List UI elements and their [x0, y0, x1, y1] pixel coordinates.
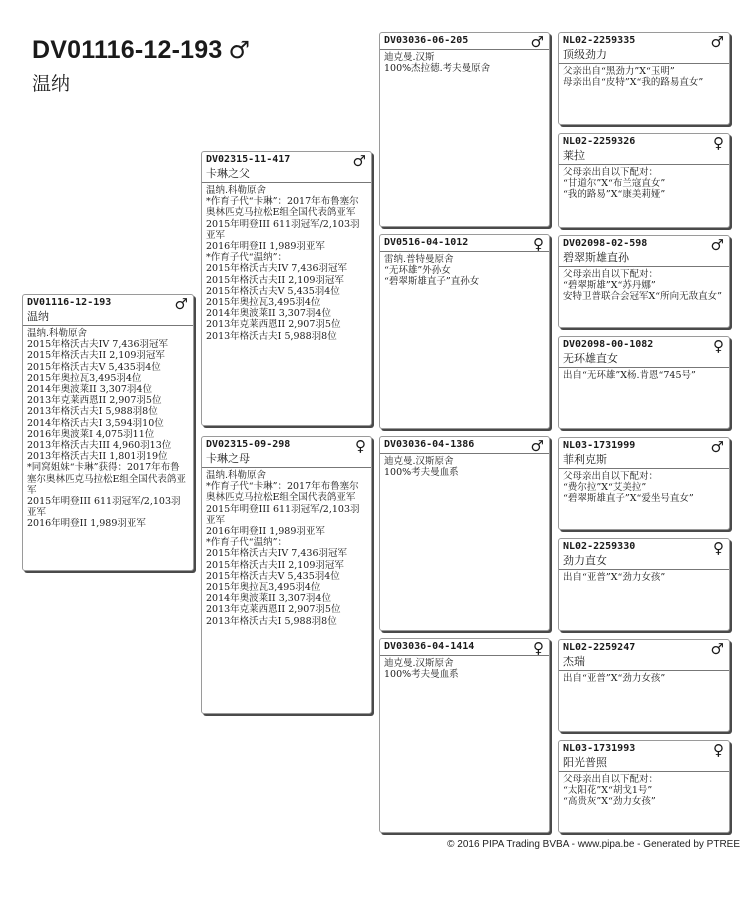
note-line: 出自“亚普”X“劲力女孩” — [563, 572, 666, 583]
pigeon-card-dam-dam — [379, 638, 550, 833]
male-symbol-icon: ♂ — [710, 438, 724, 456]
note-line: 2015年明登III 611羽冠军/2,103羽亚军 — [27, 496, 181, 519]
note-line: “碧翠斯雄直子”X“爱坐号直女” — [563, 493, 694, 505]
ring-number: DV0516-04-1012 — [384, 237, 469, 248]
pigeon-notes — [559, 570, 729, 585]
card-header — [559, 741, 729, 772]
note-line: “碧翠斯雄直子”直孙女 — [384, 276, 480, 288]
card-header — [380, 437, 549, 454]
note-line: 2013年格沃古夫II 1,801羽19位 — [27, 451, 168, 463]
note-line: 雷纳.普特曼原舍 — [384, 254, 454, 265]
pigeon-card-ddd — [558, 740, 730, 833]
note-line: 迪克曼.汉斯原舍 — [384, 658, 454, 669]
ring-number: DV03036-04-1386 — [384, 439, 475, 450]
male-symbol-icon: ♂ — [710, 236, 724, 254]
pigeon-name: 卡琳之母 — [206, 452, 250, 465]
note-line: 2013年格沃古夫III 4,960羽13位 — [27, 440, 172, 452]
pigeon-name: 菲利克斯 — [563, 453, 607, 466]
note-line: 2015年格沃古夫V 5,435羽4位 — [206, 285, 340, 297]
female-symbol-icon: ♀ — [533, 235, 544, 253]
note-line: 2015年格沃古夫II 2,109羽冠军 — [27, 350, 165, 362]
note-line: 2016年明登II 1,989羽亚军 — [27, 518, 146, 530]
ring-number: DV02098-00-1082 — [563, 339, 654, 350]
note-line: 2015年奥拉瓦3,495羽4位 — [206, 297, 321, 309]
pigeon-card-dam — [201, 436, 372, 714]
pigeon-card-ssd — [558, 133, 730, 228]
note-line: 100%考夫曼血系 — [384, 467, 459, 479]
note-line: 2015年格沃古夫II 2,109羽冠军 — [206, 559, 344, 571]
ring-number: NL03-1731993 — [563, 743, 636, 754]
pigeon-card-sire — [201, 151, 372, 426]
note-line: *作育子代“卡琳”：2017年布鲁塞尔奥林匹克马拉松E组全国代表鸽亚军 — [206, 481, 359, 504]
female-symbol-icon: ♀ — [713, 741, 724, 759]
note-line: 2013年克莱西恩II 2,907羽5位 — [206, 604, 341, 616]
note-line: 父母亲出自以下配对： — [563, 471, 659, 482]
male-symbol-icon: ♂ — [710, 33, 724, 51]
note-line: “碧翠斯雄”X“苏丹娜” — [563, 280, 656, 292]
note-line: *作育子代“温纳”： — [206, 252, 287, 264]
pigeon-notes — [202, 183, 371, 344]
card-header — [380, 639, 549, 656]
pigeon-notes — [559, 368, 729, 383]
note-line: 2015年格沃古夫V 5,435羽4位 — [27, 361, 161, 373]
note-line: 100%考夫曼血系 — [384, 669, 459, 681]
note-line: 2015年格沃古夫IV 7,436羽冠军 — [27, 339, 169, 351]
pigeon-notes — [559, 469, 729, 507]
note-line: 温纳.科勒原舍 — [206, 470, 267, 481]
note-line: 2015年明登III 611羽冠军/2,103羽亚军 — [206, 218, 360, 241]
pigeon-name: 劲力直女 — [563, 554, 607, 567]
ring-number: NL02-2259335 — [563, 35, 636, 46]
card-header — [559, 337, 729, 368]
footer-credit: © 2016 PIPA Trading BVBA - www.pipa.be - Generated by PTREE — [447, 839, 740, 850]
note-line: 父亲出自“黑劲力”X“玉明” — [563, 66, 675, 77]
note-line: 父母亲出自以下配对： — [563, 167, 659, 178]
pigeon-card-dds — [558, 639, 730, 732]
note-line: 2015年格沃古夫IV 7,436羽冠军 — [206, 263, 348, 275]
pigeon-card-dam-sire — [379, 436, 550, 631]
note-line: “无环雄”外孙女 — [384, 265, 451, 277]
note-line: 温纳.科勒原舍 — [206, 185, 267, 196]
ring-number: NL02-2259330 — [563, 541, 636, 552]
note-line: 2013年克莱西恩II 2,907羽5位 — [206, 319, 341, 331]
pigeon-name: 碧翠斯雄直孙 — [563, 251, 629, 264]
note-line: 迪克曼.汉斯原舍 — [384, 456, 454, 467]
pigeon-notes — [23, 326, 193, 532]
subject-title — [32, 36, 250, 65]
ring-number: NL02-2259247 — [563, 642, 636, 653]
note-line: “太阳花”X“胡戈1号” — [563, 785, 653, 797]
note-line: 2015年格沃古夫IV 7,436羽冠军 — [206, 548, 348, 560]
pigeon-notes — [559, 267, 729, 305]
ring-number: DV03036-04-1414 — [384, 641, 475, 652]
card-header — [559, 33, 729, 64]
card-header — [559, 236, 729, 267]
pigeon-card-subject — [22, 294, 194, 571]
female-symbol-icon: ♀ — [355, 437, 366, 455]
pedigree-header — [32, 36, 250, 96]
pigeon-name: 无环雄直女 — [563, 352, 618, 365]
pigeon-notes — [380, 50, 549, 76]
note-line: “高贵灰”X“劲力女孩” — [563, 796, 656, 808]
note-line: 出自“无环雄”X杨.肯恩“745号” — [563, 370, 696, 381]
pigeon-card-sire-dam — [379, 234, 550, 429]
female-symbol-icon: ♀ — [713, 134, 724, 152]
female-symbol-icon: ♀ — [713, 539, 724, 557]
note-line: 迪克曼.汉斯 — [384, 52, 435, 63]
ring-number: DV02315-09-298 — [206, 439, 291, 450]
note-line: “甘道尔”X“布兰寇直女” — [563, 178, 666, 190]
card-header — [380, 33, 549, 50]
note-line: 2016年奥波莱I 4,075羽11位 — [27, 428, 155, 440]
pigeon-notes — [559, 772, 729, 810]
note-line: *作育子代“卡琳”：2017年布鲁塞尔奥林匹克马拉松E组全国代表鸽亚军 — [206, 196, 359, 219]
male-symbol-icon: ♂ — [530, 33, 544, 51]
note-line: 2015年明登III 611羽冠军/2,103羽亚军 — [206, 503, 360, 526]
note-line: 2014年奥波莱II 3,307羽4位 — [27, 384, 152, 396]
note-line: 100%杰拉德.考夫曼原舍 — [384, 63, 491, 75]
pigeon-card-dss — [558, 437, 730, 530]
pigeon-notes — [380, 454, 549, 480]
pigeon-name: 杰瑞 — [563, 655, 585, 668]
note-line: 2014年奥波莱II 3,307羽4位 — [206, 593, 331, 605]
pigeon-name: 阳光普照 — [563, 756, 607, 769]
subject-name: 温纳 — [32, 73, 71, 95]
note-line: 2016年明登II 1,989羽亚军 — [206, 241, 325, 253]
card-header — [559, 134, 729, 165]
note-line: 父母亲出自以下配对： — [563, 269, 659, 280]
card-header — [559, 539, 729, 570]
pigeon-name: 莱拉 — [563, 149, 585, 162]
note-line: 2013年格沃古夫I 5,988羽8位 — [206, 615, 337, 627]
pigeon-notes — [559, 671, 729, 686]
note-line: 2013年格沃古夫I 5,988羽8位 — [27, 406, 158, 418]
note-line: 温纳.科勒原舍 — [27, 328, 88, 339]
pigeon-card-sds — [558, 235, 730, 328]
pigeon-notes — [380, 656, 549, 682]
card-header — [380, 235, 549, 252]
note-line: *同窝姐妹“卡琳”获得：2017年布鲁塞尔奥林匹克马拉松E组全国代表鸽亚军 — [27, 462, 186, 496]
pigeon-notes — [202, 468, 371, 629]
note-line: 2014年奥波莱II 3,307羽4位 — [206, 308, 331, 320]
note-line: 2013年克莱西恩II 2,907羽5位 — [27, 395, 162, 407]
subject-ring-number: DV01116-12-193 — [32, 36, 223, 64]
pigeon-name: 温纳 — [27, 310, 49, 323]
note-line: *作育子代“温纳”： — [206, 537, 287, 549]
note-line: 2015年格沃古夫V 5,435羽4位 — [206, 570, 340, 582]
pigeon-notes — [559, 165, 729, 203]
note-line: 父母亲出自以下配对： — [563, 774, 659, 785]
note-line: 出自“亚普”X“劲力女孩” — [563, 673, 666, 684]
card-header — [559, 640, 729, 671]
male-symbol-icon: ♂ — [228, 36, 250, 64]
ring-number: DV02315-11-417 — [206, 154, 291, 165]
pigeon-card-sdd — [558, 336, 730, 429]
note-line: 母亲出自“皮特”X“我的路易直女” — [563, 77, 704, 89]
female-symbol-icon: ♀ — [713, 337, 724, 355]
card-header — [202, 437, 371, 468]
pigeon-card-sire-sire — [379, 32, 550, 227]
note-line: 2016年明登II 1,989羽亚军 — [206, 526, 325, 538]
note-line: “费尔拉”X“艾美拉” — [563, 482, 647, 494]
pigeon-notes — [380, 252, 549, 290]
pigeon-name: 顶级劲力 — [563, 48, 607, 61]
ring-number: DV01116-12-193 — [27, 297, 112, 308]
male-symbol-icon: ♂ — [710, 640, 724, 658]
male-symbol-icon: ♂ — [352, 152, 366, 170]
note-line: 2015年奥拉瓦3,495羽4位 — [27, 372, 142, 384]
card-header — [202, 152, 371, 183]
note-line: 2015年奥拉瓦3,495羽4位 — [206, 582, 321, 594]
ring-number: DV03036-06-205 — [384, 35, 469, 46]
male-symbol-icon: ♂ — [530, 437, 544, 455]
ring-number: NL02-2259326 — [563, 136, 636, 147]
male-symbol-icon: ♂ — [174, 295, 188, 313]
female-symbol-icon: ♀ — [533, 639, 544, 657]
pigeon-card-dsd — [558, 538, 730, 631]
pigeon-card-sss — [558, 32, 730, 125]
pigeon-name: 卡琳之父 — [206, 167, 250, 180]
note-line: 安特卫普联合会冠军X“所向无敌直女” — [563, 291, 722, 303]
note-line: “我的路易”X“康美莉娅” — [563, 189, 666, 201]
note-line: 2015年格沃古夫II 2,109羽冠军 — [206, 274, 344, 286]
ring-number: NL03-1731999 — [563, 440, 636, 451]
card-header — [23, 295, 193, 326]
note-line: 2014年格沃古夫I 3,594羽10位 — [27, 417, 164, 429]
card-header — [559, 438, 729, 469]
note-line: 2013年格沃古夫I 5,988羽8位 — [206, 330, 337, 342]
pigeon-notes — [559, 64, 729, 90]
ring-number: DV02098-02-598 — [563, 238, 648, 249]
